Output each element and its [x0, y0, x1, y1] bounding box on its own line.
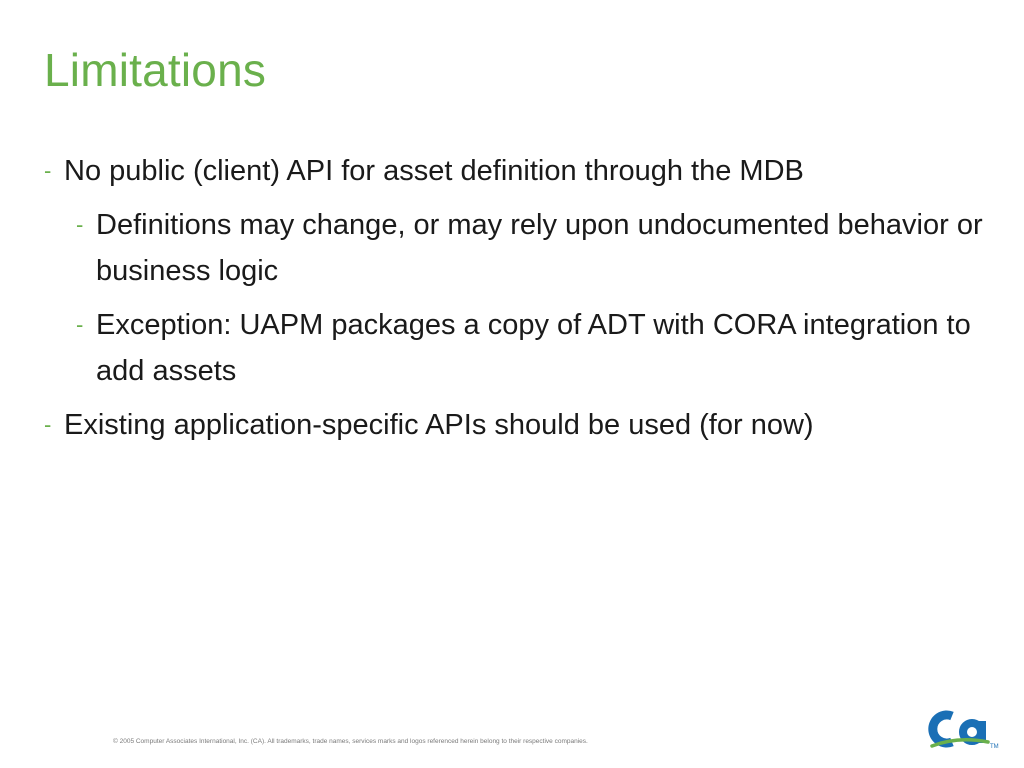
bullet-item — [44, 148, 984, 194]
bullet-text: Exception: UAPM packages a copy of ADT with CORA integration to add assets — [96, 309, 971, 387]
ca-logo — [928, 706, 1000, 752]
bullet-text: Definitions may change, or may rely upon undocumented behavior or business logic — [96, 209, 983, 287]
bullet-marker: - — [76, 312, 84, 337]
bullet-item — [44, 402, 984, 448]
bullet-text: Existing application-specific APIs should be used (for now) — [64, 409, 814, 441]
bullet-marker: - — [44, 412, 52, 437]
sub-bullet-item — [76, 202, 984, 294]
copyright-footer: © 2005 Computer Associates International, Inc. (CA). All trademarks, trade names, services marks and logos referenced herein belong to their respective companies. — [113, 738, 588, 745]
bullet-list — [44, 148, 984, 448]
sub-bullet-item — [76, 302, 984, 394]
bullet-marker: - — [44, 158, 52, 183]
logo-tm: TM — [990, 744, 999, 750]
bullet-marker: - — [76, 212, 84, 237]
slide-title: Limitations — [44, 44, 267, 96]
bullet-text: No public (client) API for asset definition through the MDB — [64, 155, 804, 187]
